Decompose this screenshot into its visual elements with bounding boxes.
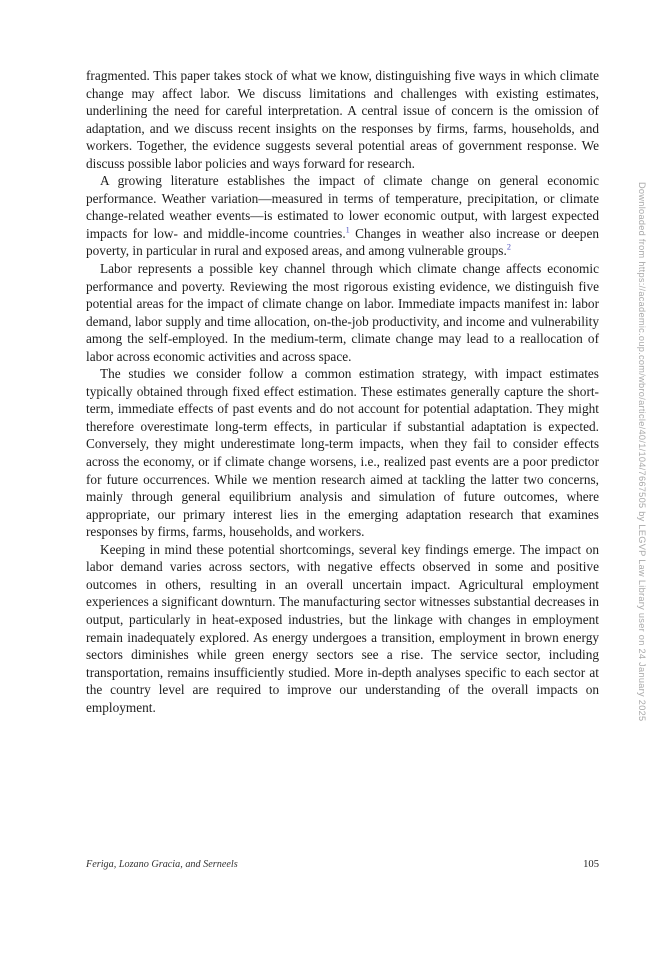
footer-authors: Feriga, Lozano Gracia, and Serneels: [86, 859, 238, 870]
paragraph: [86, 541, 599, 716]
paragraph: [86, 260, 599, 365]
paragraph: [86, 172, 599, 260]
paragraph-text: A growing literature establishes the impact of climate change on general economic performance. Weather variation—measured in terms of temperature, precipitation, or climate change-related weather events—is estimated to lower economic output, with largest expected impacts for low- and middle-income countries.: [86, 173, 599, 241]
footer-page-number: 105: [583, 859, 599, 870]
paragraph-text: fragmented. This paper takes stock of what we know, distinguishing five ways in which climate change may affect labor. We discuss limitations and challenges with existing estimates, underlining the need for careful interpretation. A central issue of concern is the omission of adaptation, and we discuss recent insights on the responses by firms, farms, households, and workers. Together, the evidence suggests several potential areas of government response. We discuss possible labor policies and ways forward for research.: [86, 68, 599, 171]
page-footer: [86, 859, 599, 870]
paragraph: [86, 67, 599, 172]
download-watermark: Downloaded from https://academic.oup.com/wbro/article/40/1/104/7667505 by LEGVP Law Library user on 24 January 2025: [637, 182, 647, 722]
paragraph-text: The studies we consider follow a common estimation strategy, with impact estimates typically obtained through fixed effect estimation. These estimates generally capture the short-term, immediate effects of past events and do not account for potential adaptation. They might therefore overestimate long-term effects, in particular if substantial adaptation is expected. Conversely, they might underestimate long-term impacts, when they fail to consider effects across the economy, or if climate change worsens, i.e., realized past events are a poor predictor for future occurrences. While we mention research aimed at tackling the latter two concerns, mainly through general equilibrium analysis and simulation of future outcomes, where appropriate, our primary interest lies in the emerging adaptation research that examines responses by firms, farms, households, and workers.: [86, 366, 599, 540]
footnote-ref-link[interactable]: 2: [506, 243, 511, 253]
paragraph: [86, 365, 599, 540]
paragraph-text: Changes in weather also increase or deepen poverty, in particular in rural and exposed areas, and among vulnerable groups.: [86, 225, 599, 259]
paragraph-text: Keeping in mind these potential shortcomings, several key findings emerge. The impact on labor demand varies across sectors, with negative effects observed in some and positive outcomes in others, resulting in an overall uncertain impact. Agricultural employment experiences a significant downturn. The manufacturing sector witnesses substantial decreases in output, particularly in heat-exposed industries, but the linkage with changes in employment remain inadequately explored. As energy undergoes a transition, employment in brown energy sectors diminishes while green energy sectors see a rise. The service sector, including transportation, remains insufficiently studied. More in-depth analyses specific to each sector at the country level are required to improve our understanding of the overall impacts on employment.: [86, 541, 599, 715]
paragraph-text: Labor represents a possible key channel through which climate change affects economic performance and poverty. Reviewing the most rigorous existing evidence, we distinguish five potential areas for the impact of climate change on labor. Immediate impacts manifest in: labor demand, labor supply and time allocation, on-the-job productivity, and income and vulnerability among the self-employed. In the medium-term, climate change may lead to a reallocation of labor across economic activities and across space.: [86, 261, 599, 364]
page-body-text: [86, 67, 599, 716]
footnote-ref-link[interactable]: 1: [345, 225, 350, 235]
